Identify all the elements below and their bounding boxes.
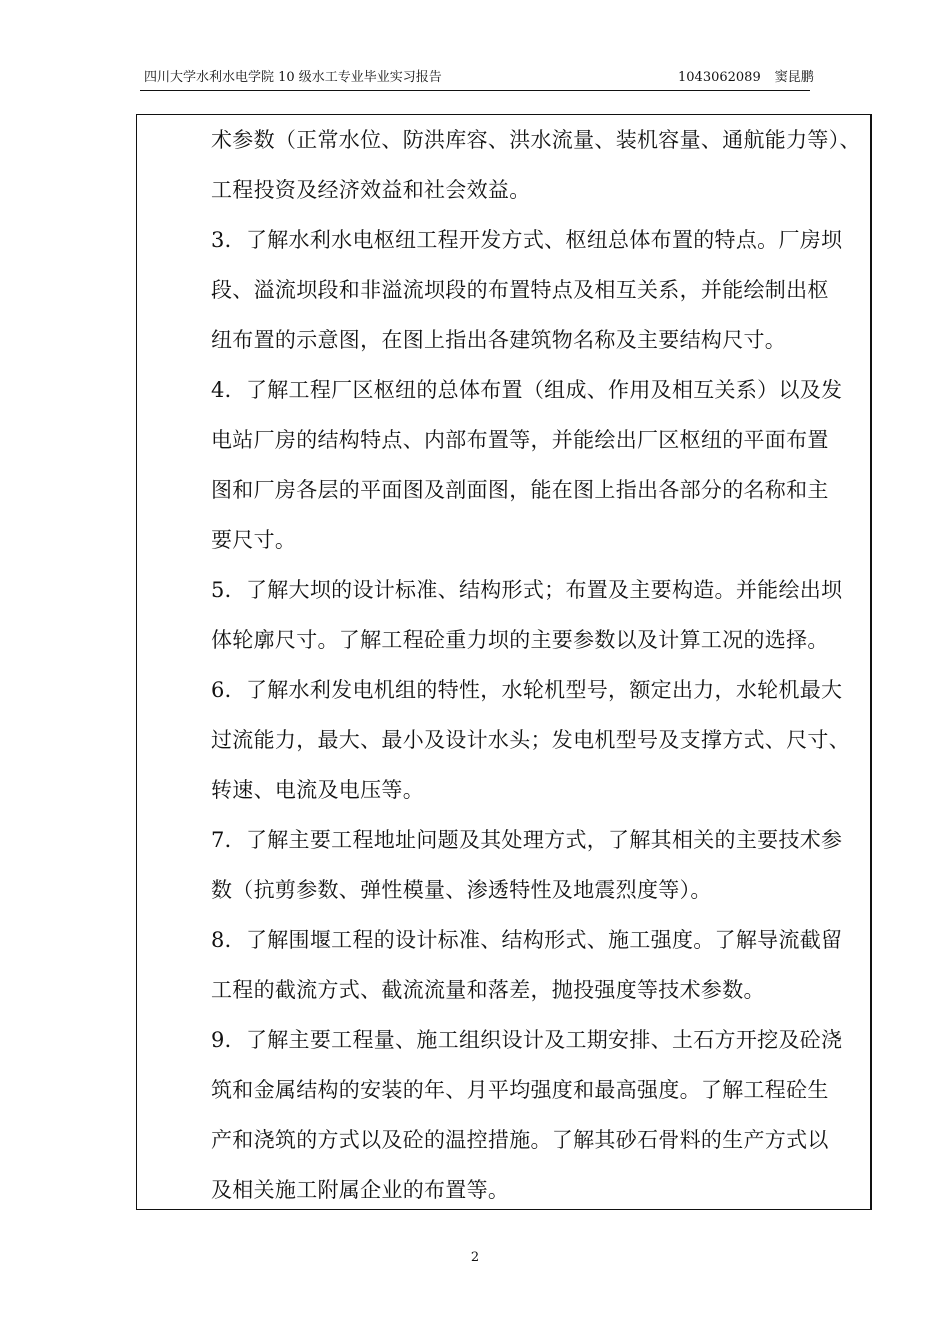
- text-line: 过流能力，最大、最小及设计水头；发电机型号及支撑方式、尺寸、: [211, 728, 850, 752]
- text-line: 及相关施工附属企业的布置等。: [211, 1178, 510, 1202]
- text-line: 工程的截流方式、截流流量和落差，抛投强度等技术参数。: [211, 978, 765, 1002]
- text-line: 筑和金属结构的安装的年、月平均强度和最高强度。了解工程砼生: [211, 1078, 829, 1102]
- report-title: 四川大学水利水电学院 10 级水工专业毕业实习报告: [144, 70, 442, 85]
- text-line: 段、溢流坝段和非溢流坝段的布置特点及相互关系，并能绘制出枢: [211, 278, 829, 302]
- author-name: 窦昆鹏: [774, 70, 814, 85]
- text-line: 7．了解主要工程地址问题及其处理方式，了解其相关的主要技术参: [211, 828, 843, 852]
- text-line: 体轮廓尺寸。了解工程砼重力坝的主要参数以及计算工况的选择。: [211, 628, 829, 652]
- text-line: 3．了解水利水电枢纽工程开发方式、枢纽总体布置的特点。厂房坝: [211, 228, 843, 252]
- text-line: 4．了解工程厂区枢纽的总体布置（组成、作用及相互关系）以及发: [211, 378, 843, 402]
- text-line: 要尺寸。: [211, 528, 297, 552]
- text-line: 电站厂房的结构特点、内部布置等，并能绘出厂区枢纽的平面布置: [211, 428, 829, 452]
- page-header: [140, 68, 814, 91]
- text-line: 术参数（正常水位、防洪库容、洪水流量、装机容量、通航能力等）、: [211, 128, 861, 152]
- body-text: [211, 115, 863, 1215]
- header-author-info: [678, 68, 814, 88]
- text-line: 工程投资及经济效益和社会效益。: [211, 178, 531, 202]
- text-line: 转速、电流及电压等。: [211, 778, 424, 802]
- text-line: 9．了解主要工程量、施工组织设计及工期安排、土石方开挖及砼浇: [211, 1028, 843, 1052]
- text-line: 6．了解水利发电机组的特性，水轮机型号，额定出力，水轮机最大: [211, 678, 843, 702]
- text-line: 8．了解围堰工程的设计标准、结构形式、施工强度。了解导流截留: [211, 928, 843, 952]
- page-number: 2: [470, 1250, 480, 1265]
- student-id: 1043062089: [678, 70, 761, 85]
- text-line: 图和厂房各层的平面图及剖面图，能在图上指出各部分的名称和主: [211, 478, 829, 502]
- text-line: 纽布置的示意图，在图上指出各建筑物名称及主要结构尺寸。: [211, 328, 787, 352]
- text-line: 产和浇筑的方式以及砼的温控措施。了解其砂石骨料的生产方式以: [211, 1128, 829, 1152]
- content-frame: [136, 114, 872, 1210]
- text-line: 数（抗剪参数、弹性模量、渗透特性及地震烈度等）。: [211, 878, 712, 902]
- text-line: 5．了解大坝的设计标准、结构形式；布置及主要构造。并能绘出坝: [211, 578, 843, 602]
